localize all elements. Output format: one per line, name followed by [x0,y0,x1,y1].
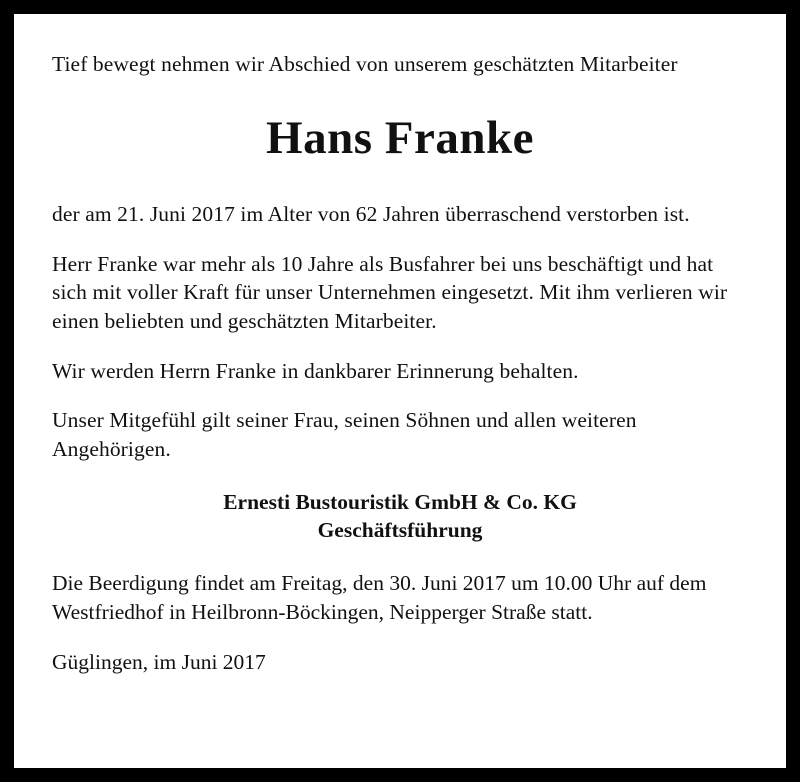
funeral-information: Die Beerdigung findet am Freitag, den 30. Juni 2017 um 10.00 Uhr auf dem Westfriedhof in Heilbronn-Böckingen, Neipperger Straße statt. [52,571,707,624]
signature-role: Geschäftsführung [317,518,483,543]
death-details: der am 21. Juni 2017 im Alter von 62 Jahren überraschend verstorben ist. [52,202,690,227]
condolence-paragraph: Unser Mitgefühl gilt seiner Frau, seinen Söhnen und allen weiteren Angehörigen. [52,408,637,461]
intro-text: Tief bewegt nehmen wir Abschied von unserem geschätzten Mitarbeiter [52,52,678,76]
signature-company: Ernesti Bustouristik GmbH & Co. KG [223,490,577,515]
deceased-name: Hans Franke [266,111,534,164]
place-and-date: Güglingen, im Juni 2017 [52,649,266,674]
signature-block [52,489,748,545]
obituary-card [14,14,786,768]
remembrance-paragraph: Wir werden Herrn Franke in dankbarer Erinnerung behalten. [52,358,579,383]
tribute-paragraph: Herr Franke war mehr als 10 Jahre als Busfahrer bei uns beschäftigt und hat sich mit voller Kraft für unser Unternehmen eingesetzt. Mit ihm verlieren wir einen beliebten und geschätzten Mitarbeiter. [52,251,728,334]
